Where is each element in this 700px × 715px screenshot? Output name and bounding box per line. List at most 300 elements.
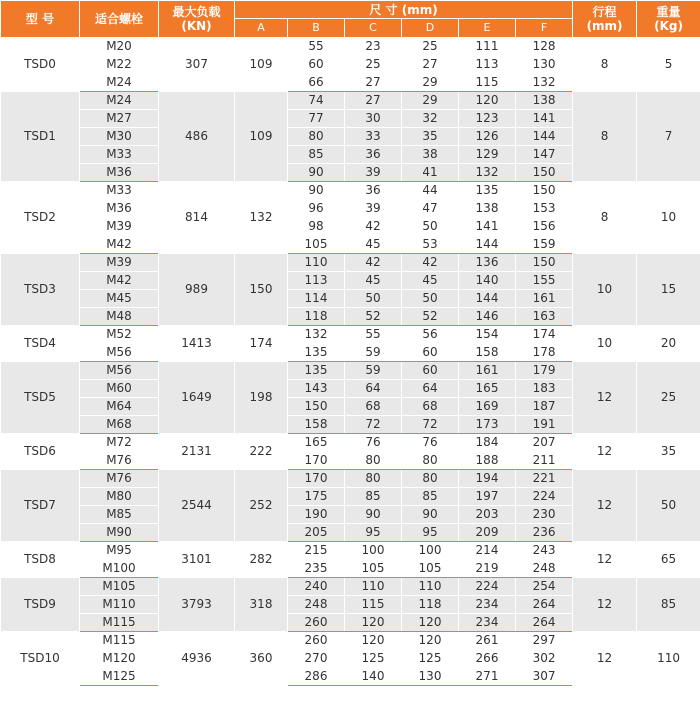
dim-b-cell: 113 [288, 272, 345, 290]
dim-a-cell: 222 [235, 434, 288, 470]
dim-c-cell: 25 [345, 56, 402, 74]
dim-d-cell: 25 [402, 38, 459, 56]
dim-f-cell: 141 [516, 110, 573, 128]
dim-d-cell: 50 [402, 290, 459, 308]
weight-cell: 35 [637, 434, 700, 470]
dim-f-cell: 144 [516, 128, 573, 146]
bolt-cell: M22 [80, 56, 159, 74]
dim-b-cell: 90 [288, 164, 345, 182]
table-row [1, 92, 700, 110]
dim-a-cell: 132 [235, 182, 288, 254]
dim-d-cell: 60 [402, 344, 459, 362]
dim-a-cell: 198 [235, 362, 288, 434]
dim-b-cell: 80 [288, 128, 345, 146]
dim-e-cell: 188 [459, 452, 516, 470]
dim-f-cell: 150 [516, 164, 573, 182]
table-row [1, 182, 700, 200]
dim-b-cell: 240 [288, 578, 345, 596]
weight-cell: 25 [637, 362, 700, 434]
dim-f-cell: 130 [516, 56, 573, 74]
bolt-cell: M72 [80, 434, 159, 452]
dim-e-cell: 234 [459, 614, 516, 632]
dim-c-cell: 80 [345, 452, 402, 470]
bolt-cell: M36 [80, 200, 159, 218]
dim-d-cell: 72 [402, 416, 459, 434]
dim-c-cell: 68 [345, 398, 402, 416]
table-row [1, 542, 700, 560]
dim-c-cell: 125 [345, 650, 402, 668]
dim-d-cell: 95 [402, 524, 459, 542]
dim-f-cell: 243 [516, 542, 573, 560]
dim-f-cell: 264 [516, 614, 573, 632]
header-load [159, 1, 235, 38]
bolt-cell: M68 [80, 416, 159, 434]
table-row [1, 578, 700, 596]
dim-e-cell: 146 [459, 308, 516, 326]
dim-d-cell: 45 [402, 272, 459, 290]
dim-b-cell: 260 [288, 614, 345, 632]
dim-c-cell: 42 [345, 218, 402, 236]
bolt-cell: M27 [80, 110, 159, 128]
load-cell: 989 [159, 254, 235, 326]
dim-e-cell: 194 [459, 470, 516, 488]
dim-d-cell: 118 [402, 596, 459, 614]
dim-f-cell: 230 [516, 506, 573, 524]
load-cell: 486 [159, 92, 235, 182]
dim-f-cell: 179 [516, 362, 573, 380]
dim-e-cell: 141 [459, 218, 516, 236]
model-cell: TSD6 [1, 434, 80, 470]
dim-f-cell: 150 [516, 182, 573, 200]
dim-b-cell: 150 [288, 398, 345, 416]
dim-f-cell: 297 [516, 632, 573, 650]
table-row [1, 38, 700, 56]
dim-d-cell: 60 [402, 362, 459, 380]
dim-b-cell: 90 [288, 182, 345, 200]
bolt-cell: M24 [80, 74, 159, 92]
dim-d-cell: 56 [402, 326, 459, 344]
weight-cell: 15 [637, 254, 700, 326]
bolt-cell: M100 [80, 560, 159, 578]
stroke-cell: 8 [573, 38, 637, 92]
dim-d-cell: 85 [402, 488, 459, 506]
dim-d-cell: 80 [402, 452, 459, 470]
dim-c-cell: 23 [345, 38, 402, 56]
dim-e-cell: 132 [459, 164, 516, 182]
load-cell: 814 [159, 182, 235, 254]
dim-e-cell: 115 [459, 74, 516, 92]
dim-f-cell: 211 [516, 452, 573, 470]
header-col-c: C [345, 19, 402, 38]
dim-e-cell: 234 [459, 596, 516, 614]
model-cell: TSD5 [1, 362, 80, 434]
dim-b-cell: 235 [288, 560, 345, 578]
dim-d-cell: 29 [402, 74, 459, 92]
dim-e-cell: 158 [459, 344, 516, 362]
dim-a-cell: 150 [235, 254, 288, 326]
dim-c-cell: 110 [345, 578, 402, 596]
dim-f-cell: 191 [516, 416, 573, 434]
dim-e-cell: 123 [459, 110, 516, 128]
table-row [1, 632, 700, 650]
weight-cell: 50 [637, 470, 700, 542]
dim-f-cell: 153 [516, 200, 573, 218]
dim-c-cell: 59 [345, 362, 402, 380]
dim-b-cell: 270 [288, 650, 345, 668]
header-dims: 尺 寸 (mm) [235, 1, 573, 19]
table-row [1, 362, 700, 380]
dim-c-cell: 72 [345, 416, 402, 434]
table-row [1, 470, 700, 488]
dim-c-cell: 76 [345, 434, 402, 452]
dim-b-cell: 132 [288, 326, 345, 344]
dim-c-cell: 59 [345, 344, 402, 362]
dim-f-cell: 161 [516, 290, 573, 308]
model-cell: TSD9 [1, 578, 80, 632]
dim-e-cell: 197 [459, 488, 516, 506]
bolt-cell: M76 [80, 470, 159, 488]
dim-f-cell: 178 [516, 344, 573, 362]
table-row [1, 326, 700, 344]
dim-a-cell: 318 [235, 578, 288, 632]
dim-a-cell: 174 [235, 326, 288, 362]
dim-c-cell: 140 [345, 668, 402, 686]
bolt-cell: M56 [80, 362, 159, 380]
dim-a-cell: 109 [235, 38, 288, 92]
dim-f-cell: 155 [516, 272, 573, 290]
dim-c-cell: 42 [345, 254, 402, 272]
model-cell: TSD4 [1, 326, 80, 362]
dim-b-cell: 260 [288, 632, 345, 650]
bolt-cell: M85 [80, 506, 159, 524]
header-model: 型 号 [1, 1, 80, 38]
header-stroke [573, 1, 637, 38]
dim-f-cell: 248 [516, 560, 573, 578]
dim-b-cell: 165 [288, 434, 345, 452]
dim-e-cell: 209 [459, 524, 516, 542]
dim-b-cell: 135 [288, 344, 345, 362]
table-row [1, 434, 700, 452]
load-cell: 3101 [159, 542, 235, 578]
dim-e-cell: 154 [459, 326, 516, 344]
bolt-cell: M64 [80, 398, 159, 416]
bolt-cell: M45 [80, 290, 159, 308]
dim-e-cell: 126 [459, 128, 516, 146]
bolt-cell: M60 [80, 380, 159, 398]
dim-b-cell: 175 [288, 488, 345, 506]
dim-d-cell: 64 [402, 380, 459, 398]
weight-cell: 10 [637, 182, 700, 254]
table-row [1, 254, 700, 272]
header-col-a: A [235, 19, 288, 38]
dim-e-cell: 113 [459, 56, 516, 74]
weight-cell: 65 [637, 542, 700, 578]
dim-e-cell: 203 [459, 506, 516, 524]
dim-c-cell: 45 [345, 236, 402, 254]
bolt-cell: M24 [80, 92, 159, 110]
dim-d-cell: 130 [402, 668, 459, 686]
header-col-b: B [288, 19, 345, 38]
dim-b-cell: 96 [288, 200, 345, 218]
dim-d-cell: 29 [402, 92, 459, 110]
dim-b-cell: 143 [288, 380, 345, 398]
dim-e-cell: 184 [459, 434, 516, 452]
dim-c-cell: 27 [345, 74, 402, 92]
dim-e-cell: 271 [459, 668, 516, 686]
dim-d-cell: 120 [402, 614, 459, 632]
model-cell: TSD0 [1, 38, 80, 92]
dim-f-cell: 159 [516, 236, 573, 254]
bolt-cell: M33 [80, 182, 159, 200]
dim-d-cell: 105 [402, 560, 459, 578]
load-cell: 3793 [159, 578, 235, 632]
dim-d-cell: 68 [402, 398, 459, 416]
header-load-label: 最大负载 [172, 5, 221, 19]
dim-f-cell: 174 [516, 326, 573, 344]
dim-f-cell: 254 [516, 578, 573, 596]
bolt-cell: M110 [80, 596, 159, 614]
dim-a-cell: 360 [235, 632, 288, 686]
bolt-cell: M80 [80, 488, 159, 506]
dim-e-cell: 266 [459, 650, 516, 668]
model-cell: TSD3 [1, 254, 80, 326]
stroke-cell: 12 [573, 434, 637, 470]
dim-e-cell: 144 [459, 236, 516, 254]
dim-b-cell: 74 [288, 92, 345, 110]
load-cell: 2544 [159, 470, 235, 542]
dim-b-cell: 66 [288, 74, 345, 92]
dim-f-cell: 207 [516, 434, 573, 452]
bolt-cell: M76 [80, 452, 159, 470]
header-col-d: D [402, 19, 459, 38]
bolt-cell: M125 [80, 668, 159, 686]
dim-c-cell: 64 [345, 380, 402, 398]
stroke-cell: 12 [573, 362, 637, 434]
bolt-cell: M115 [80, 614, 159, 632]
dim-c-cell: 95 [345, 524, 402, 542]
stroke-cell: 8 [573, 92, 637, 182]
header-bolt: 适合螺栓 [80, 1, 159, 38]
dim-d-cell: 100 [402, 542, 459, 560]
bolt-cell: M30 [80, 128, 159, 146]
bolt-cell: M42 [80, 236, 159, 254]
bolt-cell: M39 [80, 254, 159, 272]
dim-e-cell: 165 [459, 380, 516, 398]
dim-d-cell: 38 [402, 146, 459, 164]
bolt-cell: M33 [80, 146, 159, 164]
dim-e-cell: 261 [459, 632, 516, 650]
dim-e-cell: 136 [459, 254, 516, 272]
dim-d-cell: 120 [402, 632, 459, 650]
dim-a-cell: 252 [235, 470, 288, 542]
dim-f-cell: 150 [516, 254, 573, 272]
bolt-cell: M105 [80, 578, 159, 596]
dim-c-cell: 36 [345, 146, 402, 164]
dim-d-cell: 35 [402, 128, 459, 146]
dim-f-cell: 224 [516, 488, 573, 506]
dim-f-cell: 236 [516, 524, 573, 542]
dim-b-cell: 55 [288, 38, 345, 56]
header-col-f: F [516, 19, 573, 38]
load-cell: 307 [159, 38, 235, 92]
bolt-cell: M95 [80, 542, 159, 560]
dim-c-cell: 27 [345, 92, 402, 110]
model-cell: TSD10 [1, 632, 80, 686]
model-cell: TSD1 [1, 92, 80, 182]
dim-f-cell: 302 [516, 650, 573, 668]
dim-d-cell: 27 [402, 56, 459, 74]
bolt-cell: M90 [80, 524, 159, 542]
bolt-cell: M42 [80, 272, 159, 290]
dim-f-cell: 128 [516, 38, 573, 56]
dim-b-cell: 170 [288, 452, 345, 470]
stroke-cell: 12 [573, 470, 637, 542]
dim-b-cell: 190 [288, 506, 345, 524]
load-cell: 4936 [159, 632, 235, 686]
weight-cell: 85 [637, 578, 700, 632]
dim-b-cell: 135 [288, 362, 345, 380]
dim-c-cell: 36 [345, 182, 402, 200]
dim-e-cell: 224 [459, 578, 516, 596]
dim-e-cell: 169 [459, 398, 516, 416]
dim-c-cell: 50 [345, 290, 402, 308]
dim-f-cell: 138 [516, 92, 573, 110]
dim-b-cell: 248 [288, 596, 345, 614]
stroke-cell: 10 [573, 254, 637, 326]
dim-c-cell: 120 [345, 632, 402, 650]
bolt-cell: M52 [80, 326, 159, 344]
header-stroke-unit: (mm) [586, 19, 623, 33]
dim-f-cell: 183 [516, 380, 573, 398]
bolt-cell: M39 [80, 218, 159, 236]
dim-c-cell: 100 [345, 542, 402, 560]
dim-f-cell: 221 [516, 470, 573, 488]
dim-a-cell: 282 [235, 542, 288, 578]
dim-d-cell: 76 [402, 434, 459, 452]
dim-e-cell: 138 [459, 200, 516, 218]
dim-d-cell: 50 [402, 218, 459, 236]
dim-d-cell: 47 [402, 200, 459, 218]
dim-c-cell: 80 [345, 470, 402, 488]
dim-c-cell: 85 [345, 488, 402, 506]
dim-d-cell: 80 [402, 470, 459, 488]
dim-b-cell: 286 [288, 668, 345, 686]
stroke-cell: 12 [573, 578, 637, 632]
dim-e-cell: 129 [459, 146, 516, 164]
bolt-cell: M115 [80, 632, 159, 650]
dim-c-cell: 105 [345, 560, 402, 578]
dim-e-cell: 140 [459, 272, 516, 290]
dim-b-cell: 98 [288, 218, 345, 236]
dim-c-cell: 90 [345, 506, 402, 524]
header-stroke-label: 行程 [592, 5, 617, 19]
dim-f-cell: 307 [516, 668, 573, 686]
dim-e-cell: 111 [459, 38, 516, 56]
dim-d-cell: 53 [402, 236, 459, 254]
bolt-cell: M48 [80, 308, 159, 326]
dim-c-cell: 30 [345, 110, 402, 128]
header-weight-unit: (Kg) [654, 19, 683, 33]
model-cell: TSD8 [1, 542, 80, 578]
dim-d-cell: 41 [402, 164, 459, 182]
dim-c-cell: 115 [345, 596, 402, 614]
weight-cell: 110 [637, 632, 700, 686]
dim-b-cell: 85 [288, 146, 345, 164]
header-col-e: E [459, 19, 516, 38]
dim-c-cell: 45 [345, 272, 402, 290]
dim-b-cell: 105 [288, 236, 345, 254]
bolt-cell: M20 [80, 38, 159, 56]
dim-e-cell: 214 [459, 542, 516, 560]
load-cell: 2131 [159, 434, 235, 470]
dim-d-cell: 32 [402, 110, 459, 128]
dim-f-cell: 147 [516, 146, 573, 164]
dim-d-cell: 42 [402, 254, 459, 272]
dim-b-cell: 170 [288, 470, 345, 488]
bolt-cell: M56 [80, 344, 159, 362]
dim-b-cell: 205 [288, 524, 345, 542]
bolt-cell: M36 [80, 164, 159, 182]
header-weight [637, 1, 700, 38]
stroke-cell: 10 [573, 326, 637, 362]
dim-a-cell: 109 [235, 92, 288, 182]
dim-d-cell: 44 [402, 182, 459, 200]
dim-c-cell: 120 [345, 614, 402, 632]
stroke-cell: 12 [573, 632, 637, 686]
dim-d-cell: 52 [402, 308, 459, 326]
dim-c-cell: 39 [345, 164, 402, 182]
dim-f-cell: 132 [516, 74, 573, 92]
header-weight-label: 重量 [656, 5, 681, 19]
bolt-cell: M120 [80, 650, 159, 668]
dim-e-cell: 161 [459, 362, 516, 380]
dim-b-cell: 77 [288, 110, 345, 128]
dim-c-cell: 33 [345, 128, 402, 146]
dim-f-cell: 156 [516, 218, 573, 236]
model-cell: TSD7 [1, 470, 80, 542]
dim-c-cell: 39 [345, 200, 402, 218]
load-cell: 1649 [159, 362, 235, 434]
model-cell: TSD2 [1, 182, 80, 254]
dim-b-cell: 114 [288, 290, 345, 308]
dim-b-cell: 118 [288, 308, 345, 326]
dim-b-cell: 110 [288, 254, 345, 272]
dim-f-cell: 187 [516, 398, 573, 416]
dim-e-cell: 144 [459, 290, 516, 308]
dim-b-cell: 60 [288, 56, 345, 74]
dim-c-cell: 52 [345, 308, 402, 326]
stroke-cell: 8 [573, 182, 637, 254]
dim-e-cell: 173 [459, 416, 516, 434]
dim-e-cell: 120 [459, 92, 516, 110]
weight-cell: 5 [637, 38, 700, 92]
dim-f-cell: 264 [516, 596, 573, 614]
dim-d-cell: 110 [402, 578, 459, 596]
dim-b-cell: 215 [288, 542, 345, 560]
dim-e-cell: 219 [459, 560, 516, 578]
stroke-cell: 12 [573, 542, 637, 578]
dim-e-cell: 135 [459, 182, 516, 200]
dim-d-cell: 90 [402, 506, 459, 524]
weight-cell: 7 [637, 92, 700, 182]
spec-body [1, 38, 700, 686]
header-load-unit: (KN) [181, 19, 212, 33]
load-cell: 1413 [159, 326, 235, 362]
dim-d-cell: 125 [402, 650, 459, 668]
dim-c-cell: 55 [345, 326, 402, 344]
weight-cell: 20 [637, 326, 700, 362]
dim-b-cell: 158 [288, 416, 345, 434]
